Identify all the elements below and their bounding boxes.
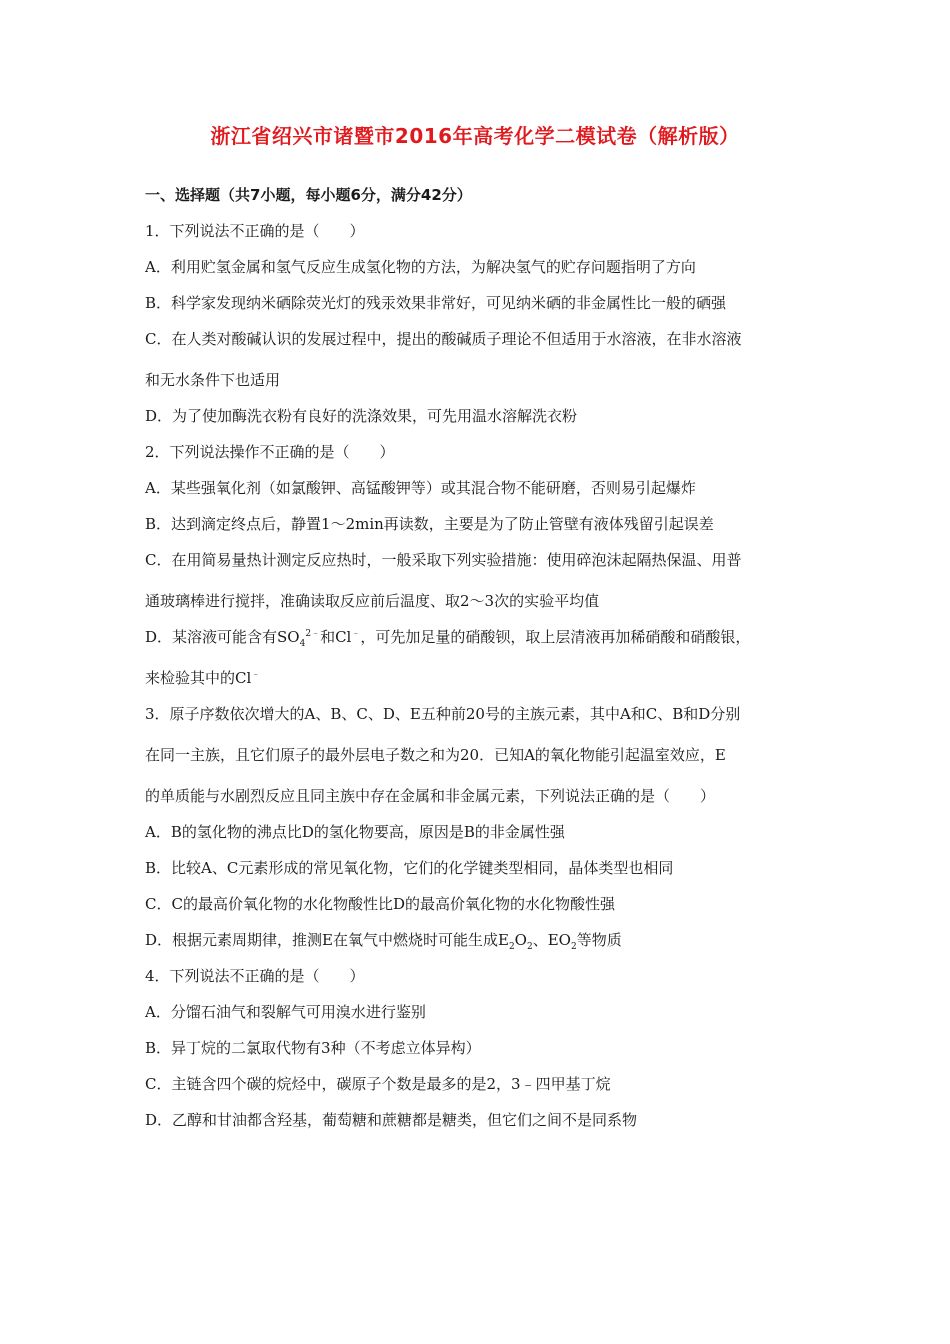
option-d-text-2: 和Cl bbox=[320, 628, 352, 646]
question-1-option-c: C．在人类对酸碱认识的发展过程中，提出的酸碱质子理论不但适用于水溶液，在非水溶液 bbox=[145, 330, 742, 348]
question-2-option-a: A．某些强氧化剂（如氯酸钾、高锰酸钾等）或其混合物不能研磨，否则易引起爆炸 bbox=[145, 479, 696, 497]
subscript: 2 bbox=[508, 942, 515, 952]
question-1-option-b: B．科学家发现纳米硒除荧光灯的残汞效果非常好，可见纳米硒的非金属性比一般的硒强 bbox=[145, 294, 727, 312]
option-d-text-1: D．根据元素周期律，推测E在氧气中燃烧时可能生成E bbox=[145, 931, 509, 949]
option-d-text-3: 、EO bbox=[532, 931, 571, 949]
question-2-option-b: B．达到滴定终点后，静置1～2min再读数，主要是为了防止管壁有液体残留引起误差 bbox=[145, 515, 714, 533]
section-heading: 一、选择题（共7小题，每小题6分，满分42分） bbox=[145, 186, 472, 204]
question-2-stem: 2．下列说法操作不正确的是（ ） bbox=[145, 443, 395, 461]
sulfate-charge: 2﹣ bbox=[305, 629, 321, 639]
question-2-option-c: C．在用简易量热计测定反应热时，一般采取下列实验措施：使用碎泡沫起隔热保温、用普 bbox=[145, 551, 742, 569]
question-3-option-d bbox=[145, 930, 622, 950]
question-4-option-a: A．分馏石油气和裂解气可用溴水进行鉴别 bbox=[145, 1003, 426, 1021]
option-d-cont-text: 来检验其中的Cl bbox=[145, 669, 252, 687]
subscript: 2 bbox=[526, 942, 533, 952]
question-3-stem-line-3: 的单质能与水剧烈反应且同主族中存在金属和非金属元素，下列说法正确的是（ ） bbox=[145, 787, 716, 805]
question-1-option-d: D．为了使加酶洗衣粉有良好的洗涤效果，可先用温水溶解洗衣粉 bbox=[145, 407, 578, 425]
question-3-stem-line-1: 3．原子序数依次增大的A、B、C、D、E五种前20号的主族元素，其中A和C、B和D分别 bbox=[145, 705, 741, 723]
question-1-option-c-continued: 和无水条件下也适用 bbox=[145, 371, 281, 389]
question-4-option-c: C．主链含四个碳的烷烃中，碳原子个数是最多的是2，3﹣四甲基丁烷 bbox=[145, 1075, 611, 1093]
option-d-text-3: ，可先加足量的硝酸钡，取上层清液再加稀硝酸和硝酸银， bbox=[360, 628, 751, 646]
option-d-text-4: 等物质 bbox=[576, 931, 622, 949]
sulfate-subscript: 4 bbox=[299, 639, 306, 649]
subscript: 2 bbox=[570, 942, 577, 952]
question-2-option-c-continued: 通玻璃棒进行搅拌，准确读取反应前后温度、取2～3次的实验平均值 bbox=[145, 592, 600, 610]
question-4-stem: 4．下列说法不正确的是（ ） bbox=[145, 967, 365, 985]
page-title: 浙江省绍兴市诸暨市2016年高考化学二模试卷（解析版） bbox=[210, 124, 740, 148]
question-3-option-a: A．B的氢化物的沸点比D的氢化物要高，原因是B的非金属性强 bbox=[145, 823, 565, 841]
question-3-stem-line-2: 在同一主族，且它们原子的最外层电子数之和为20．已知A的氧化物能引起温室效应，E bbox=[145, 746, 726, 764]
question-1-option-a: A．利用贮氢金属和氢气反应生成氢化物的方法，为解决氢气的贮存问题指明了方向 bbox=[145, 258, 696, 276]
question-2-option-d bbox=[145, 627, 750, 647]
option-d-text-1: D．某溶液可能含有SO bbox=[145, 628, 300, 646]
question-3-option-b: B．比较A、C元素形成的常见氧化物，它们的化学键类型相同，晶体类型也相同 bbox=[145, 859, 674, 877]
question-2-option-d-continued bbox=[145, 668, 260, 688]
question-4-option-b: B．异丁烷的二氯取代物有3种（不考虑立体异构） bbox=[145, 1039, 481, 1057]
question-3-option-c: C．C的最高价氧化物的水化物酸性比D的最高价氧化物的水化物酸性强 bbox=[145, 895, 615, 913]
question-4-option-d: D．乙醇和甘油都含羟基，葡萄糖和蔗糖都是糖类，但它们之间不是同系物 bbox=[145, 1111, 638, 1129]
option-d-text-2: O bbox=[514, 931, 527, 949]
chloride-charge: ﹣ bbox=[251, 670, 261, 680]
chloride-charge: ﹣ bbox=[351, 629, 361, 639]
question-1-stem: 1．下列说法不正确的是（ ） bbox=[145, 222, 365, 240]
